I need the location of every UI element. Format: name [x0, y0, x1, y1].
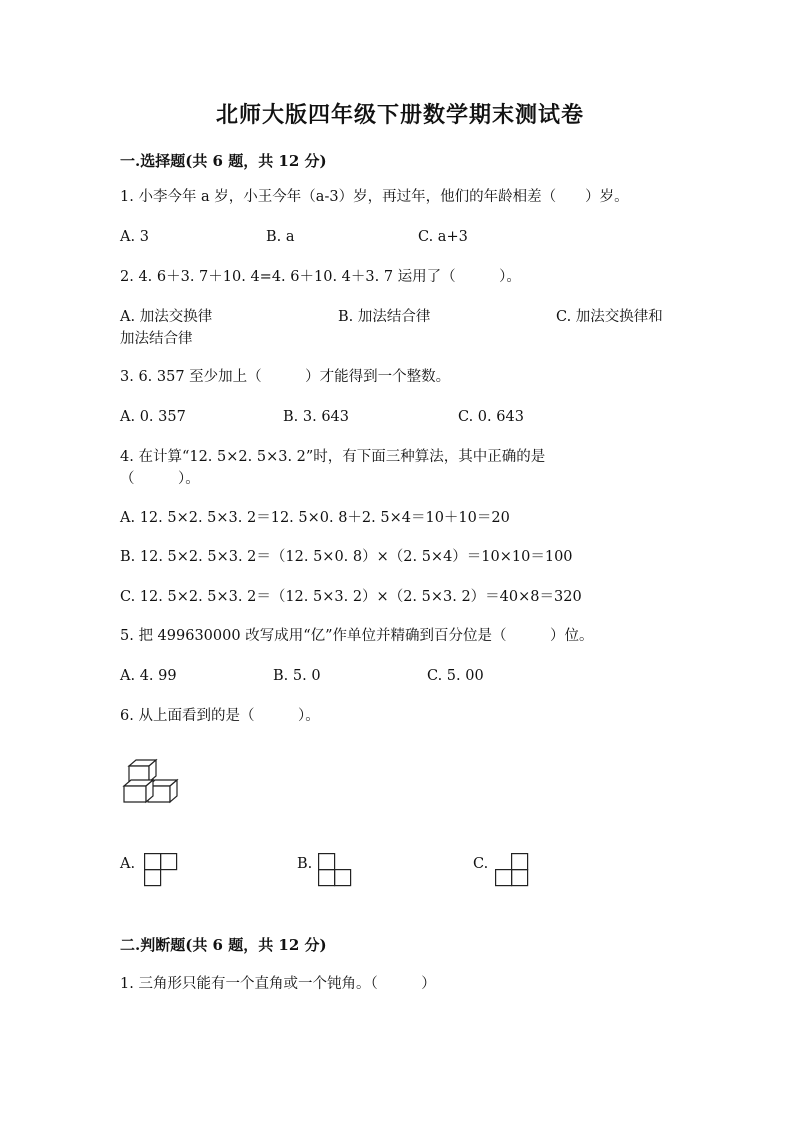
question-6-option-a-shape	[144, 853, 178, 887]
question-2-option-c[interactable]: C. 加法交换律和	[556, 309, 663, 325]
question-1-option-a[interactable]: A. 3	[120, 229, 149, 245]
page-title: 北师大版四年级下册数学期末测试卷	[215, 102, 584, 128]
question-6-option-c-shape	[495, 853, 529, 887]
section-heading-judgement: 二.判断题(共 6 题，共 12 分)	[120, 936, 327, 954]
stacked-cubes-figure	[120, 758, 182, 808]
question-2-option-b[interactable]: B. 加法结合律	[338, 309, 431, 325]
question-6-option-b-label[interactable]: B.	[297, 856, 313, 872]
question-4-option-a[interactable]: A. 12. 5×2. 5×3. 2＝12. 5×0. 8＋2. 5×4＝10＋10＝20	[120, 510, 510, 526]
question-1-stem: 1. 小李今年 a 岁，小王今年（a-3）岁，再过年，他们的年龄相差（ ）岁。	[120, 189, 629, 205]
section-heading-choice: 一.选择题(共 6 题，共 12 分)	[120, 152, 327, 170]
question-2-option-a[interactable]: A. 加法交换律	[120, 309, 213, 325]
question-4-option-c[interactable]: C. 12. 5×2. 5×3. 2＝（12. 5×3. 2）×（2. 5×3. 2）＝40×8＝320	[120, 589, 582, 605]
question-5-option-b[interactable]: B. 5. 0	[273, 668, 321, 684]
question-4-stem-line-1: 4. 在计算“12. 5×2. 5×3. 2”时，有下面三种算法，其中正确的是	[120, 449, 546, 465]
question-6-option-b-shape	[318, 853, 352, 887]
question-5-option-a[interactable]: A. 4. 99	[120, 668, 177, 684]
question-2-option-c-continued: 加法结合律	[120, 331, 193, 347]
question-3-option-b[interactable]: B. 3. 643	[283, 409, 349, 425]
question-1-option-c[interactable]: C. a+3	[418, 229, 468, 245]
question-2-stem: 2. 4. 6＋3. 7＋10. 4=4. 6＋10. 4＋3. 7 运用了（ ）。	[120, 269, 521, 285]
question-3-stem: 3. 6. 357 至少加上（ ）才能得到一个整数。	[120, 369, 451, 385]
question-6-stem: 6. 从上面看到的是（ ）。	[120, 708, 320, 724]
question-5-option-c[interactable]: C. 5. 00	[427, 668, 484, 684]
question-6-option-a-label[interactable]: A.	[120, 856, 136, 872]
question-5-stem: 5. 把 499630000 改写成用“亿”作单位并精确到百分位是（ ）位。	[120, 628, 594, 644]
question-6-option-c-label[interactable]: C.	[473, 856, 489, 872]
question-3-option-c[interactable]: C. 0. 643	[458, 409, 524, 425]
question-4-stem-line-2: （ ）。	[120, 471, 200, 487]
question-1-option-b[interactable]: B. a	[266, 229, 295, 245]
question-3-option-a[interactable]: A. 0. 357	[120, 409, 186, 425]
judgement-question-1-stem: 1. 三角形只能有一个直角或一个钝角。（ ）	[120, 976, 436, 992]
question-4-option-b[interactable]: B. 12. 5×2. 5×3. 2＝（12. 5×0. 8）×（2. 5×4）＝10×10＝100	[120, 549, 573, 565]
